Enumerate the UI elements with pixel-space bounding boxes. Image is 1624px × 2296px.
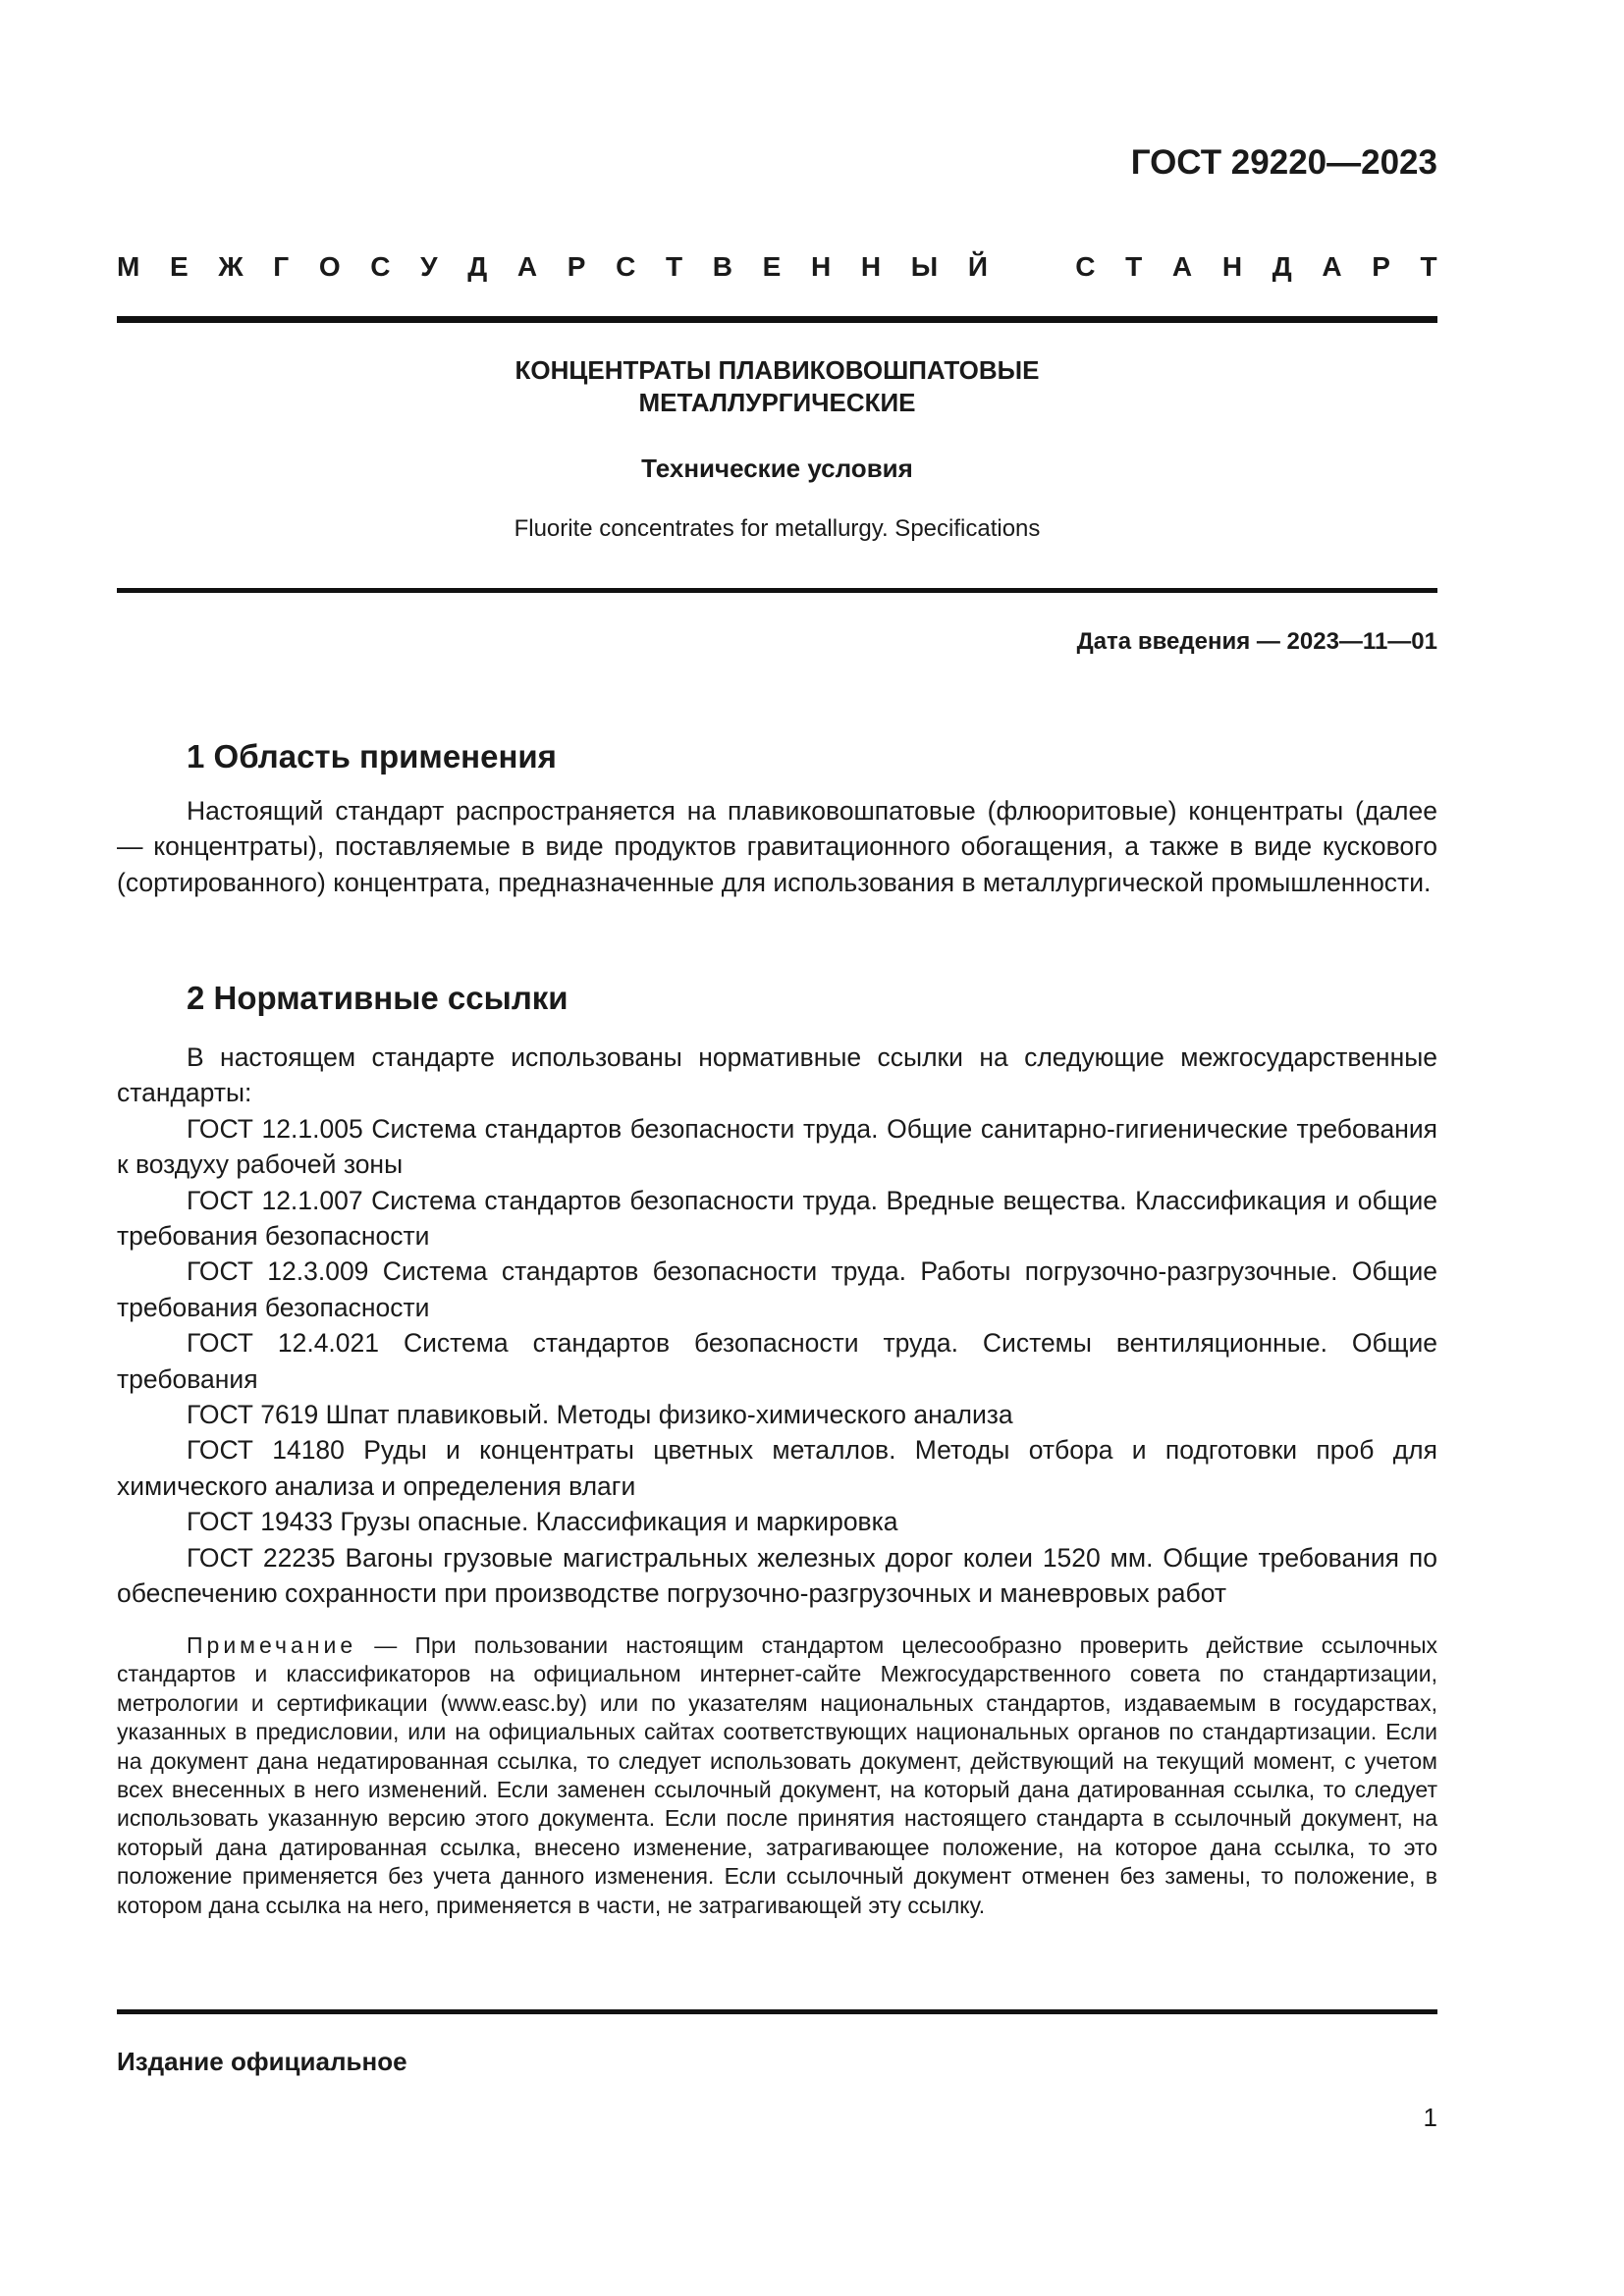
title-line-1: КОНЦЕНТРАТЫ ПЛАВИКОВОШПАТОВЫЕ [514,355,1040,385]
normative-reference-item: ГОСТ 12.1.007 Система стандартов безопасности труда. Вредные вещества. Классификация и общие требования безопасности [117,1185,1437,1252]
title-line-2: МЕТАЛЛУРГИЧЕСКИЕ [638,388,916,417]
banner-letter: Т [665,251,683,282]
normative-reference-item: ГОСТ 12.4.021 Система стандартов безопасности труда. Системы вентиляционные. Общие требования [117,1328,1437,1394]
document-subtitle: Технические условия [641,454,913,483]
official-edition-label: Издание официальное [117,2047,407,2076]
header-rule [117,316,1437,323]
section-1-body [117,793,1437,900]
banner-letter: Ж [218,251,244,282]
banner-letter: Н [860,251,882,282]
note-block [117,1631,1437,1920]
page-number: 1 [1423,2103,1437,2132]
normative-reference-item: ГОСТ 22235 Вагоны грузовые магистральных железных дорог колеи 1520 мм. Общие требования по обеспечению сохранности при производстве погрузочно-разгрузочных и маневровых работ [117,1542,1437,1609]
introduction-date: Дата введения — 2023—11—01 [1076,628,1437,655]
section-2-intro: В настоящем стандарте использованы нормативные ссылки на следующие межгосударственные стандарты: [117,1042,1437,1108]
banner-letter: Н [1221,251,1243,282]
document-title [117,354,1437,419]
banner-letter: Н [810,251,832,282]
banner-letter: Г [273,251,290,282]
banner-letter: В [712,251,732,282]
normative-reference-item: ГОСТ 14180 Руды и концентраты цветных металлов. Методы отбора и подготовки проб для химического анализа и определения влаги [117,1435,1437,1501]
title-rule [117,588,1437,593]
banner-word-gap [1018,251,1046,283]
section-2-body [117,1040,1437,1612]
note-text: — При пользовании настоящим стандартом целесообразно проверить действие ссылочных стандартов и классификаторов на официальном интернет-сайте Межгосударственного совета по стандартизации, метрологии и сертификации (www.easc.by) или по указателям национальных стандартов, издаваемым в государствах, указанных в предисловии, или на официальных сайтах соответствующих национальных органов по стандартизации. Если на документ дана недатированная ссылка, то следует использовать документ, действующий на текущий момент, с учетом всех внесенных в него изменений. Если заменен ссылочный документ, на который дана датированная ссылка, то следует использовать указанную версию этого документа. Если после принятия настоящего стандарта в ссылочный документ, на который дана датированная ссылка, внесено изменение, затрагивающее положение, на которое дана ссылка, то это положение применяется без учета данного изменения. Если ссылочный документ отменен без замены, то положение, в котором дана ссылка на него, применяется в части, не затрагивающей эту ссылку. [117,1632,1437,1918]
banner-letter: Р [567,251,586,282]
banner-letter: С [370,251,391,282]
banner-letter: Д [467,251,488,282]
document-number: ГОСТ 29220—2023 [1130,143,1437,182]
normative-reference-item: ГОСТ 19433 Грузы опасные. Классификация и маркировка [187,1507,898,1537]
banner-letter: Ы [910,251,939,282]
note-label: Примечание [187,1632,357,1658]
note-paragraph [117,1631,1437,1920]
footer-rule [117,2009,1437,2014]
banner-letter: Т [1420,251,1437,282]
banner-letter: У [420,251,438,282]
banner-letter: Е [169,251,189,282]
banner-letter: О [318,251,341,282]
banner-letter: А [1322,251,1342,282]
english-title: Fluorite concentrates for metallurgy. Specifications [514,515,1041,542]
normative-reference-item: ГОСТ 12.1.005 Система стандартов безопасности труда. Общие санитарно-гигиенические требования к воздуху рабочей зоны [117,1113,1437,1180]
banner-letter: Д [1272,251,1292,282]
normative-reference-item: ГОСТ 7619 Шпат плавиковый. Методы физико-химического анализа [187,1400,1013,1430]
section-1-heading: 1 Область применения [187,738,557,774]
normative-reference-item: ГОСТ 12.3.009 Система стандартов безопасности труда. Работы погрузочно-разгрузочные. Общие требования безопасности [117,1256,1437,1322]
section-1-paragraph: Настоящий стандарт распространяется на плавиковошпатовые (флюоритовые) концентраты (далее — концентраты), поставляемые в виде продуктов гравитационного обогащения, а также в виде кускового (сортированного) концентрата, предназначенные для использования в металлургической промышленности. [117,796,1437,897]
banner-letter: Т [1125,251,1143,282]
banner-letter: С [616,251,636,282]
banner-letter: М [117,251,140,282]
banner-letter: Е [762,251,782,282]
banner-letter: С [1075,251,1096,282]
interstate-standard-banner [117,251,1437,283]
banner-letter: А [516,251,538,282]
banner-letter: А [1171,251,1193,282]
banner-letter: Р [1372,251,1390,282]
banner-letter: Й [967,251,988,282]
section-2-heading: 2 Нормативные ссылки [187,980,568,1016]
